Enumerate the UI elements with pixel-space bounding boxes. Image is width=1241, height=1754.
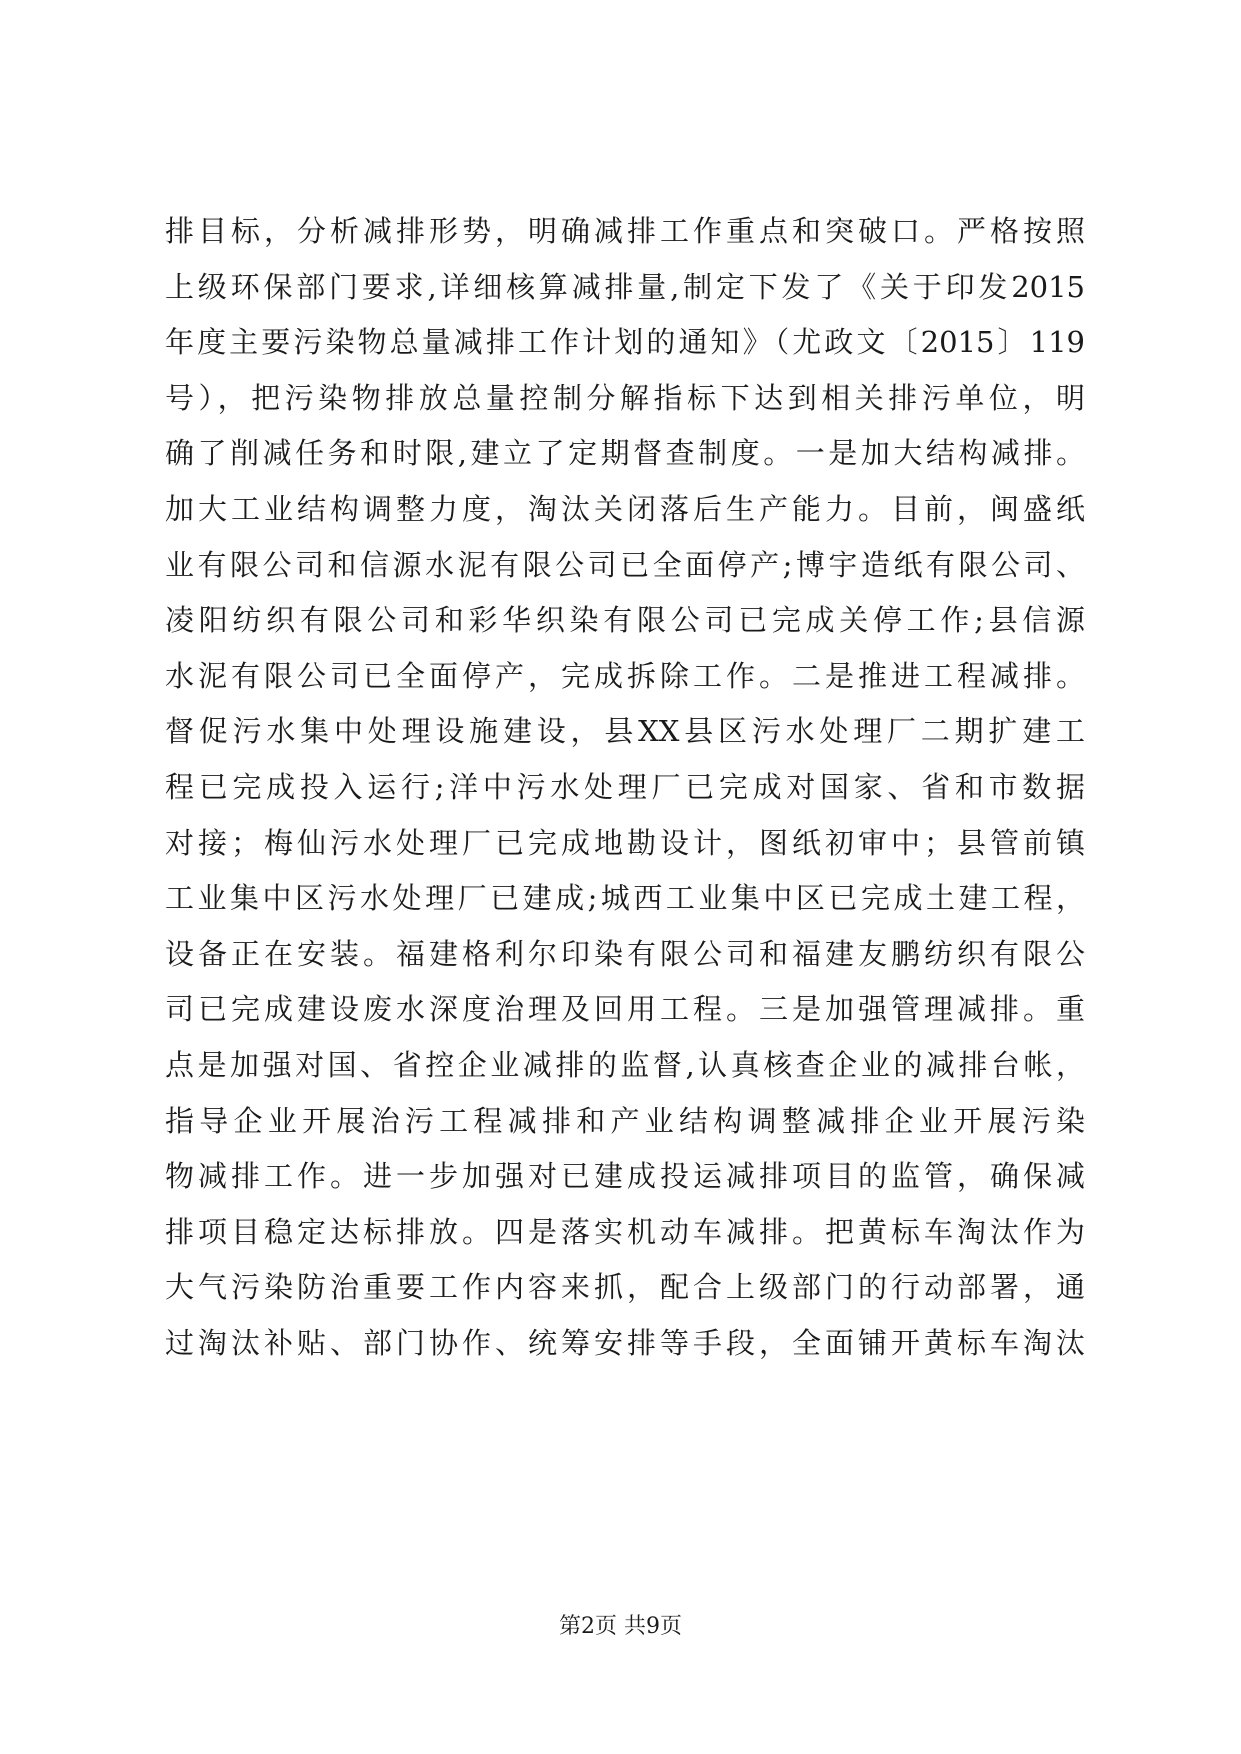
text-line: 号），把污染物排放总量控制分解指标下达到相关排污单位，明 bbox=[165, 380, 1085, 415]
text-line: 程已完成投入运行;洋中污水处理厂已完成对国家、省和市数据 bbox=[165, 769, 1085, 804]
text-line: 水泥有限公司已全面停产，完成拆除工作。二是推进工程减排。 bbox=[165, 658, 1085, 693]
text-line: 排项目稳定达标排放。四是落实机动车减排。把黄标车淘汰作为 bbox=[165, 1214, 1085, 1249]
text-line: 业有限公司和信源水泥有限公司已全面停产;博宇造纸有限公司、 bbox=[165, 547, 1085, 582]
text-line: 凌阳纺织有限公司和彩华织染有限公司已完成关停工作;县信源 bbox=[165, 603, 1085, 638]
text-line: 设备正在安装。福建格利尔印染有限公司和福建友鹏纺织有限公 bbox=[165, 936, 1085, 971]
page-number-footer: 第2页 共9页 bbox=[559, 1614, 682, 1639]
text-line: 加大工业结构调整力度，淘汰关闭落后生产能力。目前，闽盛纸 bbox=[165, 491, 1085, 526]
text-line: 对接；梅仙污水处理厂已完成地勘设计，图纸初审中；县管前镇 bbox=[165, 825, 1085, 860]
text-line: 上级环保部门要求,详细核算减排量,制定下发了《关于印发2015 bbox=[165, 269, 1085, 304]
text-line: 督促污水集中处理设施建设，县XX县区污水处理厂二期扩建工 bbox=[165, 714, 1085, 749]
text-line: 指导企业开展治污工程减排和产业结构调整减排企业开展污染 bbox=[165, 1103, 1085, 1138]
text-line: 确了削减任务和时限,建立了定期督查制度。一是加大结构减排。 bbox=[165, 436, 1085, 471]
text-line: 物减排工作。进一步加强对已建成投运减排项目的监管，确保减 bbox=[165, 1159, 1085, 1194]
text-line: 工业集中区污水处理厂已建成;城西工业集中区已完成土建工程， bbox=[165, 881, 1085, 916]
body-text bbox=[165, 204, 1085, 1371]
text-line: 点是加强对国、省控企业减排的监督,认真核查企业的减排台帐， bbox=[165, 1047, 1085, 1082]
text-line: 排目标，分析减排形势，明确减排工作重点和突破口。严格按照 bbox=[165, 214, 1085, 248]
text-line: 过淘汰补贴、部门协作、统筹安排等手段，全面铺开黄标车淘汰 bbox=[165, 1325, 1085, 1360]
text-line: 司已完成建设废水深度治理及回用工程。三是加强管理减排。重 bbox=[165, 992, 1085, 1027]
text-line: 大气污染防治重要工作内容来抓，配合上级部门的行动部署，通 bbox=[165, 1270, 1085, 1305]
text-line: 年度主要污染物总量减排工作计划的通知》（尤政文〔2015〕119 bbox=[165, 325, 1085, 360]
